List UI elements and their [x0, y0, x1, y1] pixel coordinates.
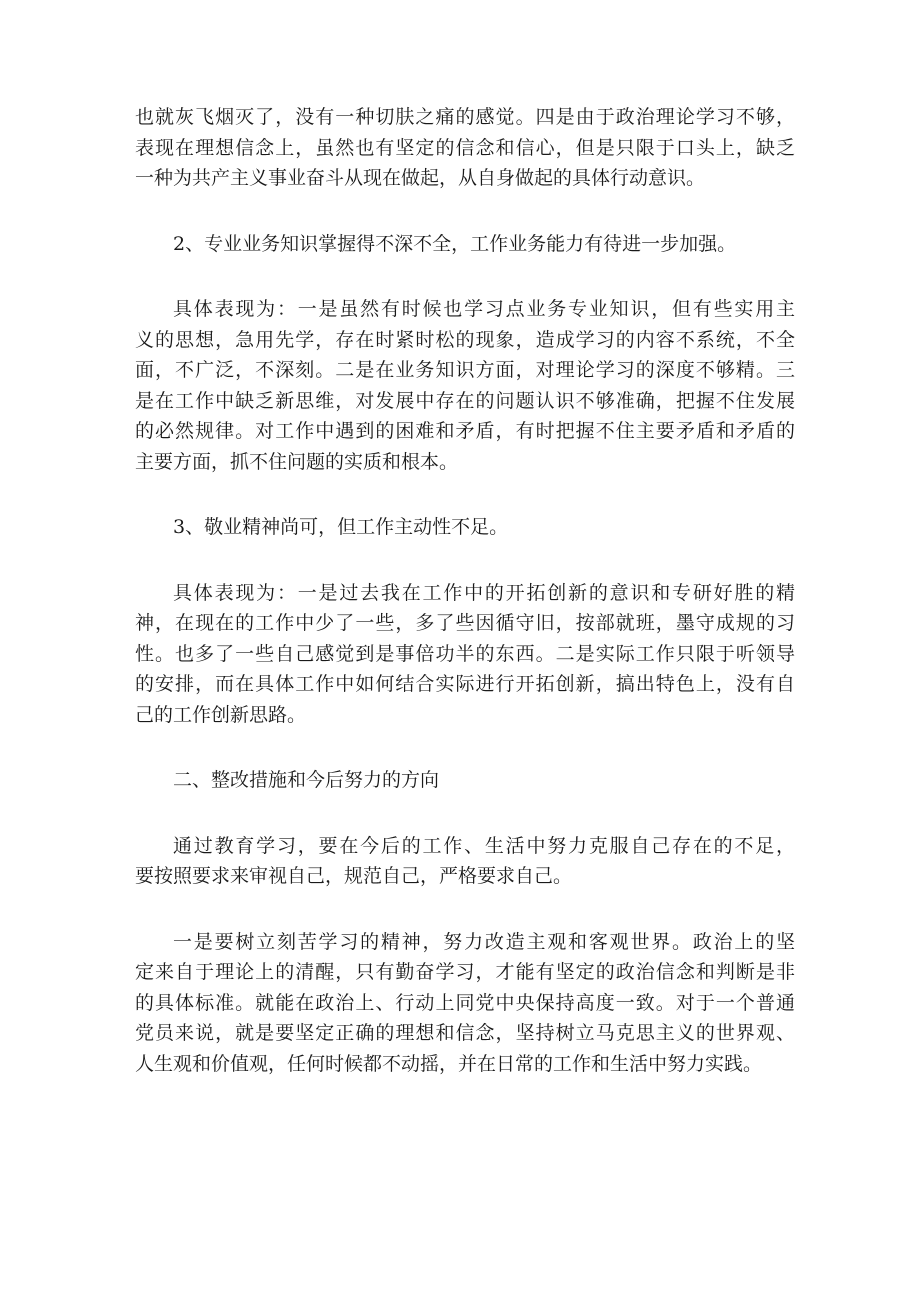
text-line: 的安排，而在具体工作中如何结合实际进行开拓创新，搞出特色上，没有自: [135, 673, 795, 695]
paragraph-details-3: [135, 578, 795, 731]
text-line: 神，在现在的工作中少了一些，多了些因循守旧，按部就班，墨守成规的习: [135, 612, 795, 634]
text-line: 的具体标准。就能在政治上、行动上同党中央保持高度一致。对于一个普通: [135, 991, 795, 1014]
text-line: 人生观和价值观，任何时候都不动摇，并在日常的工作和生活中努力实践。: [135, 1052, 763, 1075]
text-line: 己的工作创新思路。: [135, 703, 307, 726]
paragraph-measure-1: [135, 927, 795, 1080]
text-line: 党员来说，就是要坚定正确的理想和信念，坚持树立马克思主义的世界观、: [135, 1022, 795, 1044]
text-line: 3、敬业精神尚可，但工作主动性不足。: [173, 516, 509, 538]
text-line: 2、专业业务知识掌握得不深不全，工作业务能力有待进一步加强。: [173, 232, 737, 255]
text-line: 义的思想，急用先学，存在时紧时松的现象，造成学习的内容不系统，不全: [135, 328, 795, 351]
text-line: 定来自于理论上的清醒，只有勤奋学习，才能有坚定的政治信念和判断是非: [135, 961, 795, 983]
text-line: 表现在理想信念上，虽然也有坚定的信念和信心，但是只限于口头上，缺乏: [135, 136, 795, 159]
text-line: 面，不广泛，不深刻。二是在业务知识方面，对理论学习的深度不够精。三: [135, 359, 795, 381]
text-line: 是在工作中缺乏新思维，对发展中存在的问题认识不够准确，把握不住发展: [135, 389, 795, 412]
paragraph-details-2: [135, 294, 795, 477]
text-line: 二、整改措施和今后努力的方向: [173, 769, 440, 791]
text-line: 通过教育学习，要在今后的工作、生活中努力克服自己存在的不足，: [173, 834, 795, 857]
text-line: 一种为共产主义事业奋斗从现在做起，从自身做起的具体行动意识。: [135, 167, 706, 189]
section-heading-measures: [135, 765, 795, 796]
section-heading-2: [135, 229, 795, 260]
text-line: 具体表现为：一是过去我在工作中的开拓创新的意识和专研好胜的精: [173, 581, 795, 604]
text-line: 性。也多了一些自己感觉到是事倍功半的东西。二是实际工作只限于听领导: [135, 642, 795, 665]
text-line: 主要方面，抓不住问题的实质和根本。: [135, 450, 459, 473]
text-line: 要按照要求来审视自己，规范自己，严格要求自己。: [135, 865, 573, 887]
text-line: 具体表现为：一是虽然有时候也学习点业务专业知识，但有些实用主: [173, 298, 795, 320]
text-line: 也就灰飞烟灭了，没有一种切肤之痛的感觉。四是由于政治理论学习不够，: [135, 106, 795, 128]
document-body: [135, 102, 795, 1079]
text-line: 的必然规律。对工作中遇到的困难和矛盾，有时把握不住主要矛盾和矛盾的: [135, 420, 795, 442]
text-line: 一是要树立刻苦学习的精神，努力改造主观和客观世界。政治上的坚: [173, 930, 795, 953]
paragraph-intro-measures: [135, 831, 795, 892]
paragraph-continuation: [135, 102, 795, 194]
section-heading-3: [135, 512, 795, 543]
